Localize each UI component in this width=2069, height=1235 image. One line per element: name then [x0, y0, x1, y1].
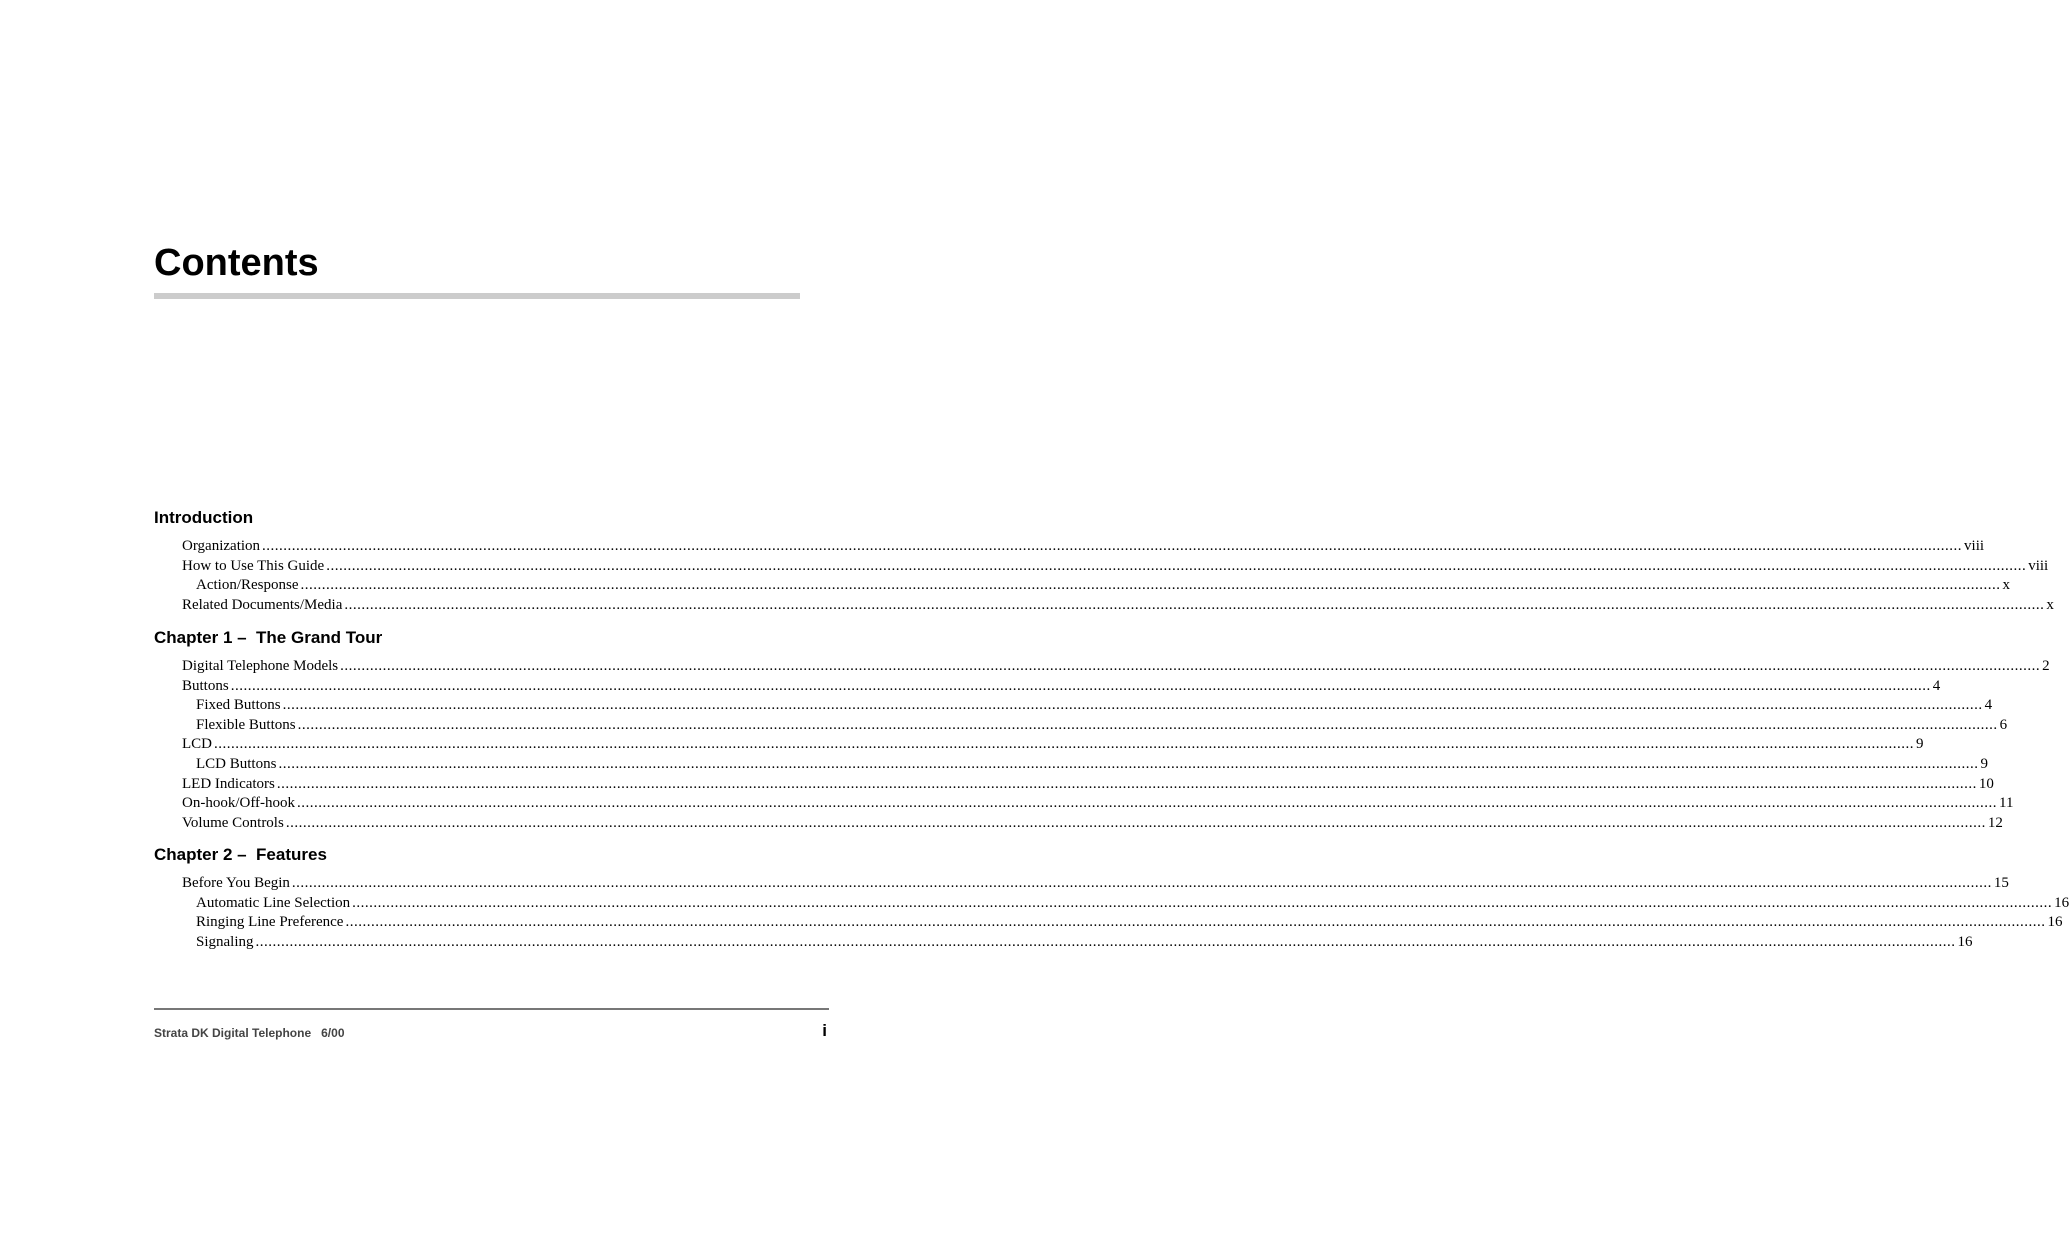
toc-entry-page: 9	[1980, 756, 1988, 772]
toc-entry-title: LCD	[182, 736, 212, 753]
toc-dot-leader: ................................................................................................................................................................................................................................................................................................................................................................................................................	[326, 557, 2027, 574]
toc-entry[interactable]	[196, 696, 1993, 715]
toc-entry-page: 6	[1999, 716, 2008, 733]
toc-entry[interactable]	[196, 894, 2069, 913]
toc-entry[interactable]	[182, 537, 1985, 556]
toc-section-heading: Chapter 2 – Features	[154, 845, 327, 864]
toc-entry[interactable]	[182, 557, 2049, 576]
toc-entry-title: LCD Buttons	[196, 756, 277, 772]
toc-entry-page: 16	[2047, 914, 2063, 931]
toc-entry[interactable]	[196, 913, 2063, 932]
title-rule	[154, 293, 800, 299]
toc-entry-title: Ringing Line Preference	[196, 914, 344, 931]
toc-entry-title: Organization	[182, 538, 261, 554]
toc-entry-title: On-hook/Off-hook	[182, 795, 296, 812]
toc-entry-title: Automatic Line Selection	[196, 894, 351, 911]
toc-dot-leader: ................................................................................................................................................................................................................................................................................................................................................................................................................	[344, 596, 2045, 613]
toc-entry-title: Action/Response	[196, 577, 299, 594]
toc-entry-title: Fixed Buttons	[196, 697, 281, 714]
toc-entry[interactable]	[182, 677, 1941, 696]
toc-entry-title: Flexible Buttons	[196, 716, 296, 733]
toc-entry[interactable]	[182, 794, 2014, 813]
toc-dot-leader: ................................................................................................................................................................................................................................................................................................................................................................................................................	[291, 875, 1992, 891]
toc-entry[interactable]	[182, 596, 2054, 615]
toc-entry-title: Volume Controls	[182, 814, 284, 831]
toc-section-heading: Chapter 1 – The Grand Tour	[154, 628, 383, 647]
toc-dot-leader: ................................................................................................................................................................................................................................................................................................................................................................................................................	[345, 914, 2046, 931]
toc-entry-page: x	[2046, 596, 2054, 613]
page-number: i	[822, 1021, 827, 1040]
toc-dot-leader: ................................................................................................................................................................................................................................................................................................................................................................................................................	[297, 795, 1998, 812]
footer-text: Strata DK Digital Telephone 6/00	[154, 1026, 345, 1040]
toc-entry[interactable]	[182, 874, 2009, 893]
toc-dot-leader: ................................................................................................................................................................................................................................................................................................................................................................................................................	[285, 814, 1986, 831]
toc-entry-page: 2	[2042, 658, 2050, 674]
footer-rule	[154, 1008, 829, 1010]
toc-dot-leader: ................................................................................................................................................................................................................................................................................................................................................................................................................	[340, 658, 2041, 674]
toc-dot-leader: ................................................................................................................................................................................................................................................................................................................................................................................................................	[278, 756, 1979, 772]
toc-dot-leader: ................................................................................................................................................................................................................................................................................................................................................................................................................	[297, 716, 1998, 733]
toc-entry-page: viii	[1964, 538, 1985, 554]
toc-entry[interactable]	[196, 933, 1973, 952]
toc-entry[interactable]	[182, 814, 2003, 833]
toc-entry-title: Signaling	[196, 933, 254, 950]
toc-entry-page: 4	[1932, 677, 1941, 694]
toc-entry-page: 9	[1916, 736, 1924, 753]
toc-dot-leader: ................................................................................................................................................................................................................................................................................................................................................................................................................	[276, 775, 1977, 792]
toc-dot-leader: ................................................................................................................................................................................................................................................................................................................................................................................................................	[255, 933, 1956, 950]
toc-entry-page: 16	[2054, 894, 2069, 911]
toc-dot-leader: ................................................................................................................................................................................................................................................................................................................................................................................................................	[282, 697, 1983, 714]
toc-entry-page: x	[2002, 577, 2010, 594]
toc-entry-title: How to Use This Guide	[182, 557, 325, 574]
toc-entry[interactable]	[182, 735, 1924, 754]
toc-entry-title: Digital Telephone Models	[182, 658, 339, 674]
toc-entry-page: 16	[1957, 933, 1973, 950]
toc-entry-page: 15	[1993, 875, 2009, 891]
toc-dot-leader: ................................................................................................................................................................................................................................................................................................................................................................................................................	[214, 736, 1914, 753]
toc-entry-title: LED Indicators	[182, 775, 275, 792]
toc-entry-title: Buttons	[182, 677, 229, 694]
toc-entry-page: 12	[1987, 814, 2003, 831]
toc-entry[interactable]	[196, 755, 1988, 774]
toc-entry-title: Before You Begin	[182, 875, 290, 891]
toc-entry[interactable]	[196, 716, 2008, 735]
toc-entry[interactable]	[182, 775, 1994, 794]
toc-entry-page: 11	[1999, 795, 2014, 812]
toc-entry-title: Related Documents/Media	[182, 596, 343, 613]
toc-dot-leader: ................................................................................................................................................................................................................................................................................................................................................................................................................	[230, 677, 1931, 694]
toc-entry[interactable]	[196, 576, 2010, 595]
toc-section-heading: Introduction	[154, 508, 254, 527]
toc-entry-page: 10	[1978, 775, 1994, 792]
toc-entry-page: 4	[1984, 697, 1993, 714]
toc-dot-leader: ................................................................................................................................................................................................................................................................................................................................................................................................................	[262, 538, 1963, 554]
toc-dot-leader: ................................................................................................................................................................................................................................................................................................................................................................................................................	[352, 894, 2053, 911]
toc-dot-leader: ................................................................................................................................................................................................................................................................................................................................................................................................................	[300, 577, 2001, 594]
toc-entry-page: viii	[2028, 557, 2049, 574]
page-title: Contents	[154, 242, 319, 284]
toc-entry[interactable]	[182, 657, 2050, 676]
